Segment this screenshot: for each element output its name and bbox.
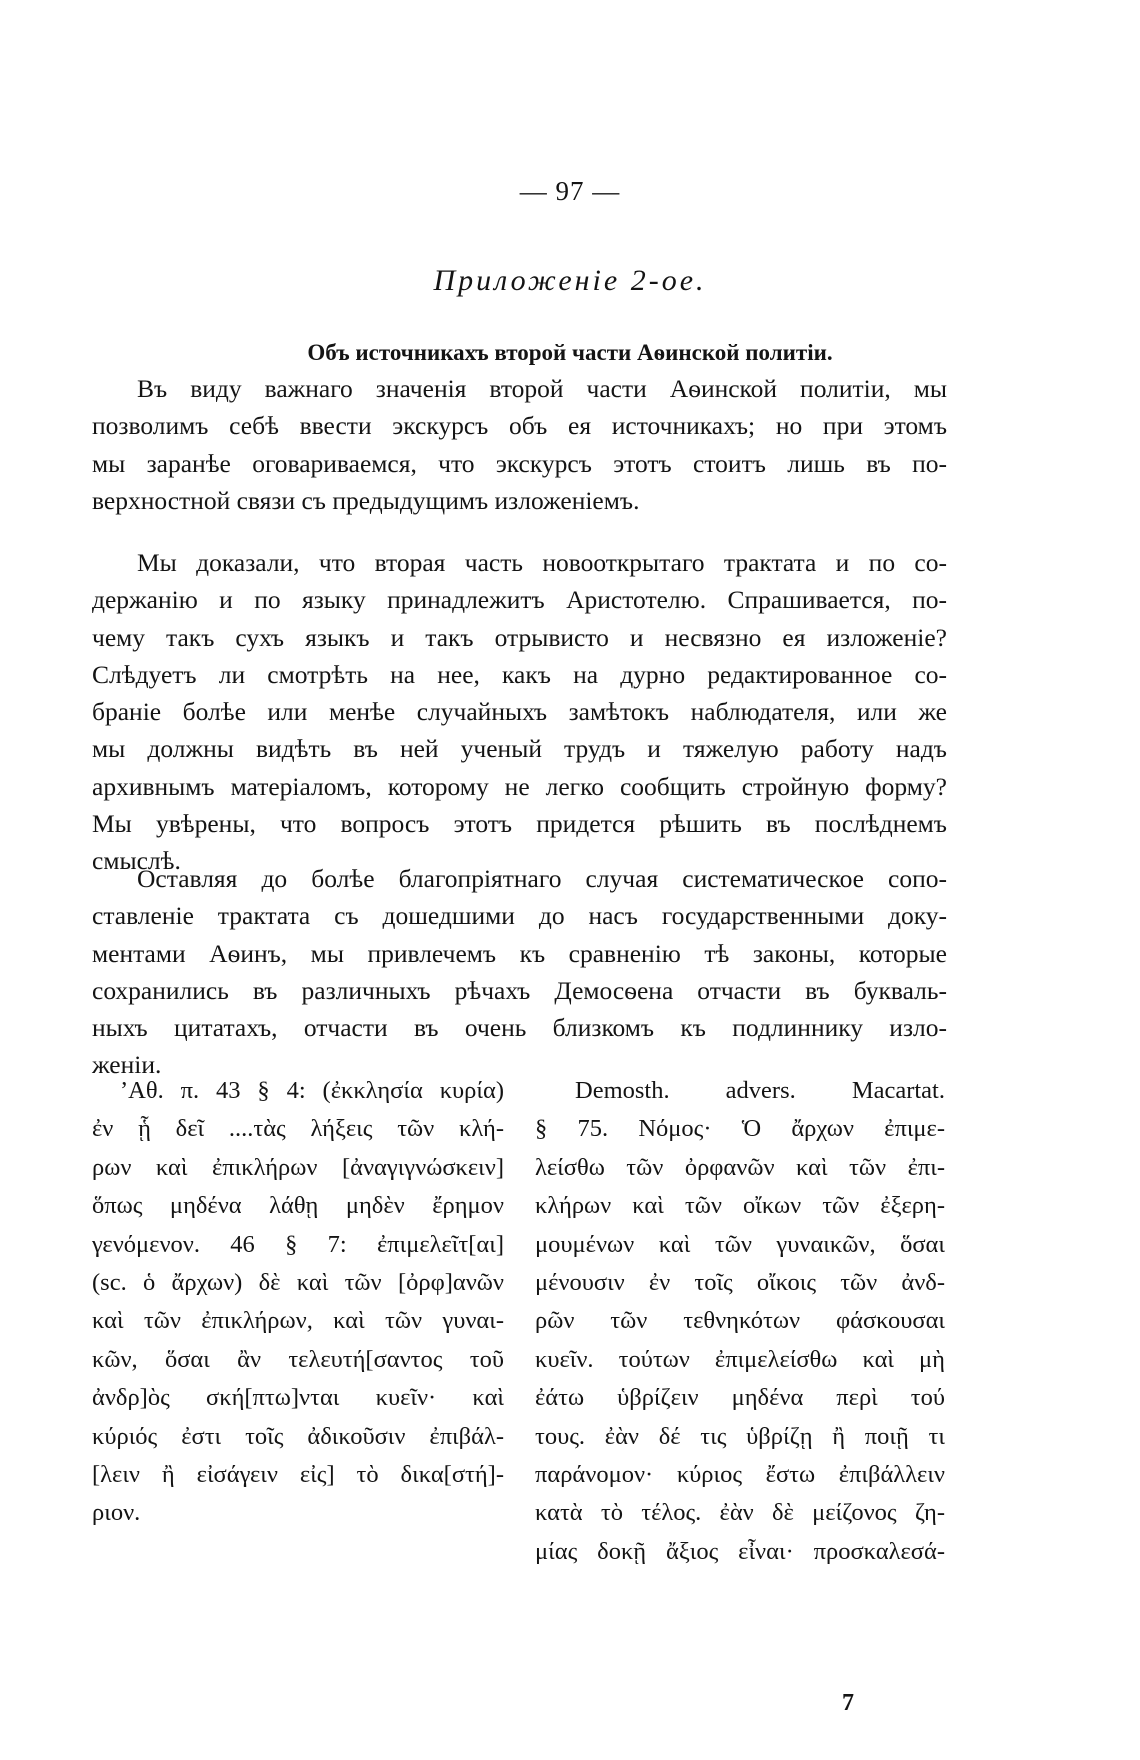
column-line: γενόμενον. 46 § 7: ἐπιμελεῖτ[αι] bbox=[92, 1230, 504, 1258]
text-line: Оставляя до болѣе благопрiятнаго случая систематическое сопо- bbox=[137, 864, 947, 893]
text-line: мы должны видѣть въ ней ученый трудъ и тяжелую работу надъ bbox=[92, 734, 947, 764]
text-line: Слѣдуетъ ли смотрѣть на нее, какъ на дурно редактированное со- bbox=[92, 659, 947, 689]
column-line: ἐν ᾗ δεῖ ....τὰς λήξεις τῶν κλή- bbox=[92, 1115, 504, 1143]
text-line: Мы увѣрены, что вопросъ этотъ придется рѣшить въ послѣднемъ bbox=[92, 809, 947, 839]
text-line: ставленiе трактата съ дошедшими до насъ государственными доку- bbox=[92, 901, 947, 931]
right-column-demosthenes bbox=[535, 1072, 945, 1571]
column-line: κατὰ τὸ τέλος. ἐὰν δὲ μείζονος ζη- bbox=[535, 1499, 945, 1527]
column-line: παράνομον· κύριος ἔστω ἐπιβάλλειν bbox=[535, 1461, 945, 1489]
text-line: архивнымъ матерiаломъ, которому не легко сообщить стройную форму? bbox=[92, 771, 947, 801]
column-line: § 75. Νόμος· Ὁ ἄρχων ἐπιμε- bbox=[535, 1115, 945, 1143]
column-line: μουμένων καὶ τῶν γυναικῶν, ὅσαι bbox=[535, 1230, 945, 1258]
section-title: Объ источникахъ второй части Аѳинской политiи. bbox=[307, 340, 833, 365]
column-line: μίας δοκῇ ἄξιος εἶναι· προσκαλεσά- bbox=[535, 1537, 945, 1565]
column-line: ’Αθ. π. 43 § 4: (ἐκκλησία κυρία) bbox=[120, 1077, 504, 1104]
column-line: ὅπως μηδένα λάθῃ μηδὲν ἔρημον bbox=[92, 1192, 504, 1220]
text-line: верхностной связи съ предыдущимъ изложенiемъ. bbox=[92, 485, 640, 515]
column-line: ριον. bbox=[92, 1499, 141, 1527]
column-line: κυεῖν. τούτων ἐπιμελείσθω καὶ μὴ bbox=[535, 1345, 945, 1373]
text-line: позволимъ себѣ ввести экскурсъ объ ея источникахъ; но при этомъ bbox=[92, 411, 947, 441]
text-line: Мы доказали, что вторая часть новооткрытаго трактата и по со- bbox=[137, 548, 947, 577]
page-number: — 97 — bbox=[519, 176, 621, 206]
appendix-title: Приложенiе 2-ое. bbox=[433, 264, 707, 297]
paragraph-1 bbox=[92, 370, 947, 519]
column-line: ρῶν τῶν τεθνηκότων φάσκουσαι bbox=[535, 1307, 945, 1335]
column-line: ἀνδρ]ὸς σκή[πτω]νται κυεῖν· καὶ bbox=[92, 1384, 504, 1412]
text-line: ментами Аѳинъ, мы привлечемъ къ сравненiю тѣ законы, которые bbox=[92, 938, 947, 968]
column-line: τους. ἐὰν δέ τις ὑβρίζῃ ἢ ποιῇ τι bbox=[535, 1422, 945, 1450]
paragraph-2 bbox=[92, 544, 947, 880]
text-line: ныхъ цитатахъ, отчасти въ очень близкомъ къ подлиннику изло- bbox=[92, 1013, 947, 1043]
text-line: смыслѣ. bbox=[92, 846, 181, 876]
column-line: ἐάτω ὑβρίζειν μηδένα περὶ τού bbox=[535, 1384, 945, 1412]
column-line: κύριός ἐστι τοῖς ἀδικοῦσιν ἐπιβάλ- bbox=[92, 1422, 504, 1450]
text-line: женiи. bbox=[92, 1050, 162, 1080]
text-line: мы заранѣе оговариваемся, что экскурсъ этотъ стоитъ лишь въ по- bbox=[92, 448, 947, 478]
left-column-athenaion-politeia bbox=[92, 1072, 504, 1533]
signature-mark: 7 bbox=[842, 1690, 854, 1716]
column-line: μένουσιν ἐν τοῖς οἴκοις τῶν ἀνδ- bbox=[535, 1269, 945, 1297]
paragraph-3 bbox=[92, 860, 947, 1084]
column-line: καὶ τῶν ἐπικλήρων, καὶ τῶν γυναι- bbox=[92, 1307, 504, 1335]
column-line: λείσθω τῶν ὀρφανῶν καὶ τῶν ἐπι- bbox=[535, 1153, 945, 1181]
text-line: Въ виду важнаго значенiя второй части Аѳинской политiи, мы bbox=[137, 374, 947, 403]
text-line: сохранились въ различныхъ рѣчахъ Демосѳена отчасти въ букваль- bbox=[92, 975, 947, 1005]
text-line: бранiе болѣе или менѣе случайныхъ замѣтокъ наблюдателя, или же bbox=[92, 697, 947, 727]
column-line: ρων καὶ ἐπικλήρων [ἀναγιγνώσκειν] bbox=[92, 1153, 504, 1181]
text-line: чему такъ сухъ языкъ и такъ отрывисто и несвязно ея изложенiе? bbox=[92, 622, 947, 652]
column-line: Demosth. advers. Macartat. bbox=[575, 1077, 945, 1104]
column-line: [λειν ἢ εἰσάγειν εἰς] τὸ δικα[στή]- bbox=[92, 1461, 504, 1489]
text-line: держанiю и по языку принадлежитъ Аристотелю. Спрашивается, по- bbox=[92, 585, 947, 615]
column-line: κλήρων καὶ τῶν οἴκων τῶν ἐξερη- bbox=[535, 1192, 945, 1220]
column-line: κῶν, ὅσαι ἂν τελευτή[σαντος τοῦ bbox=[92, 1345, 504, 1373]
column-line: (sc. ὁ ἄρχων) δὲ καὶ τῶν [ὀρφ]ανῶν bbox=[92, 1269, 504, 1297]
